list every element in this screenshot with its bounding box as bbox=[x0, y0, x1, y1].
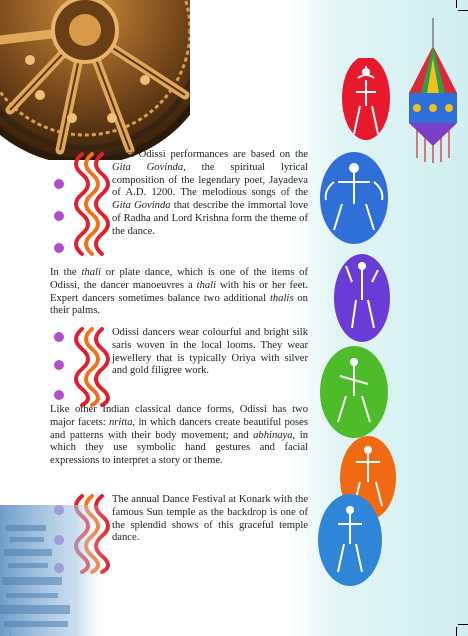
text-run: , in which dancers create beautiful poses and patterns with their body movement; and bbox=[50, 416, 308, 441]
paragraph-thali-dance bbox=[50, 267, 308, 318]
text-run: In the bbox=[50, 267, 82, 278]
crop-mark bbox=[456, 0, 457, 8]
crop-mark bbox=[458, 10, 468, 11]
text-run-italic: Gita Govinda bbox=[112, 161, 184, 173]
dancer-blue-circle bbox=[320, 152, 388, 244]
text-run-italic: abhinaya bbox=[253, 429, 293, 441]
text-run-italic: nritta bbox=[108, 416, 133, 428]
dancer-green-circle bbox=[320, 346, 388, 438]
crop-mark bbox=[456, 627, 457, 636]
dancer-illustrations bbox=[310, 58, 410, 588]
hanging-lantern-illustration bbox=[403, 18, 463, 163]
text-run: with his or her feet. Expert dancers sometimes balance two additional bbox=[50, 279, 308, 304]
text-run-italic: thali bbox=[81, 267, 101, 278]
text-run-italic: thali bbox=[196, 279, 217, 291]
temple-photo bbox=[0, 505, 110, 636]
text-run-italic: thalis bbox=[269, 292, 294, 304]
text-run: Odissi dancers wear colourful and bright silk saris woven in the local looms. They wear jewellery that is typically Oriya with silver and gold filigree work. bbox=[112, 327, 308, 377]
text-run: Most Odissi performances are based on the bbox=[112, 149, 308, 160]
text-run: or plate dance, which is one of the items of Odissi, the dancer manoeuvres a bbox=[50, 267, 308, 291]
text-run: Like other Indian classical dance forms, Odissi has two major facets: bbox=[50, 404, 308, 428]
text-run-italic: Gita Govinda bbox=[112, 200, 171, 212]
wave-ornament-1 bbox=[52, 150, 110, 260]
konark-wheel-image bbox=[0, 0, 190, 160]
crop-mark bbox=[458, 624, 468, 625]
dancer-sky-circle bbox=[318, 494, 382, 586]
text-run: , the spiritual lyrical composition of the legendary poet, Jayadeva of A.D. 1200. The melodious songs of the bbox=[112, 161, 308, 199]
paragraph-gita-govinda bbox=[112, 149, 308, 239]
dancer-violet-circle bbox=[334, 254, 390, 342]
dancer-red-circle bbox=[342, 58, 390, 140]
paragraph-facets bbox=[50, 404, 308, 468]
text-run: on their palms. bbox=[50, 292, 308, 317]
text-run: , in which they use symbolic hand gestures and facial expressions to interpret a story or theme. bbox=[50, 429, 308, 467]
text-run: that describe the immortal love of Radha and Lord Krishna form the theme of the dance. bbox=[112, 200, 308, 237]
wave-ornament-2 bbox=[52, 325, 110, 407]
paragraph-saris bbox=[112, 327, 308, 378]
text-run: The annual Dance Festival at Konark with the famous Sun temple as the backdrop is one of the splendid shows of this graceful temple dance. bbox=[112, 494, 308, 544]
paragraph-konark-festival bbox=[112, 494, 308, 545]
